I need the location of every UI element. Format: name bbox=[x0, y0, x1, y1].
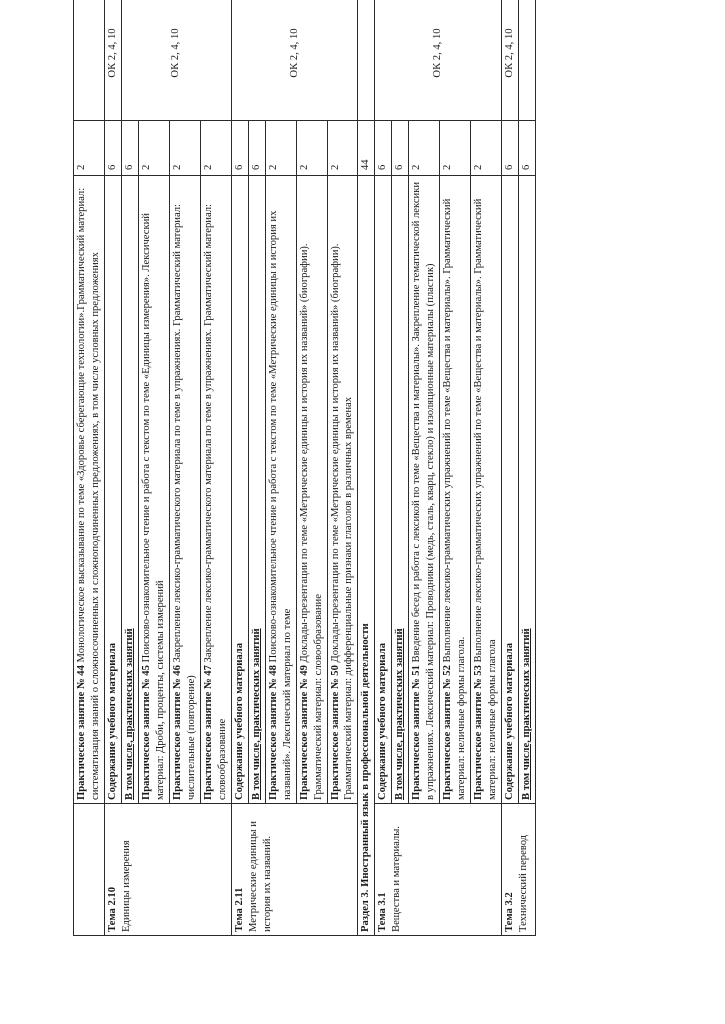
hours-cell: 6 bbox=[519, 121, 536, 176]
section-label: В том числе, практических занятий bbox=[521, 628, 533, 800]
competence-cell: ОК 2, 4, 10 bbox=[104, 0, 121, 121]
content-cell bbox=[327, 176, 358, 804]
lesson-number: Практическое занятие № 50 bbox=[329, 665, 341, 800]
theme-cell bbox=[375, 804, 502, 936]
content-cell bbox=[296, 176, 327, 804]
hours-cell: 6 bbox=[375, 121, 392, 176]
theme-number: Тема 2.11 bbox=[233, 887, 245, 932]
lesson-number: Практическое занятие № 48 bbox=[267, 665, 279, 800]
content-cell bbox=[375, 176, 392, 804]
content-cell bbox=[265, 176, 296, 804]
hours-cell: 2 bbox=[169, 121, 200, 176]
lesson-text: Введение бесед и работа с лексикой по теме «Вещества и материалы». Закрепление тематической лексики в упражнениях. Лексический материал: Проводники (медь, сталь, кварц, стекло) и изоляционные материалы (пластик) bbox=[411, 181, 437, 800]
competence-cell bbox=[519, 0, 536, 121]
table-row bbox=[375, 0, 392, 936]
content-cell bbox=[248, 176, 265, 804]
theme-name: Единицы измерения bbox=[120, 840, 132, 932]
content-cell bbox=[440, 176, 471, 804]
section-label: Содержание учебного материала bbox=[504, 643, 516, 800]
theme-number: Тема 3.1 bbox=[377, 892, 389, 932]
content-cell bbox=[169, 176, 200, 804]
section-label: Содержание учебного материала bbox=[233, 643, 245, 800]
content-cell bbox=[502, 176, 519, 804]
lesson-number: Практическое занятие № 51 bbox=[411, 665, 423, 800]
hours-cell: 6 bbox=[121, 121, 138, 176]
table-row bbox=[121, 0, 138, 936]
table-row bbox=[248, 0, 265, 936]
hours-cell: 2 bbox=[74, 121, 105, 176]
content-cell bbox=[74, 176, 105, 804]
competence-cell: ОК 2, 4, 10 bbox=[231, 0, 358, 121]
lesson-text: Доклады-презентации по теме «Метрические единицы и история их названий» (биографии). Грамматический материал: дифференциальные признаки глаголов в различных временах bbox=[329, 243, 355, 800]
table-row bbox=[200, 0, 231, 936]
content-cell bbox=[231, 176, 248, 804]
hours-cell: 6 bbox=[231, 121, 248, 176]
theme-cell bbox=[231, 804, 358, 936]
section-label: Содержание учебного материала bbox=[377, 643, 389, 800]
content-cell bbox=[200, 176, 231, 804]
section-heading-cell bbox=[358, 176, 375, 936]
theme-name: Технический перевод bbox=[518, 834, 530, 932]
table-row bbox=[296, 0, 327, 936]
lesson-text: Выполнение лексико-грамматических упражнений по теме «Вещества и материалы». Грамматический материал: неличные формы глагола. bbox=[442, 198, 468, 800]
section-heading: Раздел 3. Иностранный язык в профессиональной деятельности bbox=[360, 623, 372, 932]
table-row bbox=[327, 0, 358, 936]
hours-cell: 2 bbox=[296, 121, 327, 176]
hours-cell: 6 bbox=[392, 121, 409, 176]
content-cell bbox=[392, 176, 409, 804]
table-row bbox=[138, 0, 169, 936]
hours-cell: 2 bbox=[200, 121, 231, 176]
hours-cell: 2 bbox=[327, 121, 358, 176]
table-row bbox=[440, 0, 471, 936]
hours-cell: 6 bbox=[502, 121, 519, 176]
competence-cell bbox=[358, 0, 375, 121]
table-row bbox=[392, 0, 409, 936]
lesson-number: Практическое занятие № 53 bbox=[473, 665, 485, 800]
table-row bbox=[74, 0, 105, 936]
competence-cell: ОК 2, 4, 10 bbox=[502, 0, 519, 121]
table-row bbox=[409, 0, 440, 936]
curriculum-table bbox=[73, 0, 536, 936]
lesson-text: Доклады-презентации по теме «Метрические единицы и история их названий» (биографии). Грамматический материал: словообразование bbox=[298, 243, 324, 800]
theme-number: Тема 3.2 bbox=[504, 892, 516, 932]
table-row bbox=[169, 0, 200, 936]
theme-cell bbox=[502, 804, 536, 936]
hours-cell: 2 bbox=[471, 121, 502, 176]
hours-cell: 2 bbox=[138, 121, 169, 176]
theme-cell bbox=[104, 804, 231, 936]
table-row bbox=[471, 0, 502, 936]
lesson-text: Закрепление лексико-грамматического материала по теме в упражнениях. Грамматический материал: словообразование bbox=[202, 204, 228, 800]
hours-cell: 2 bbox=[265, 121, 296, 176]
section-label: В том числе, практических занятий bbox=[250, 628, 262, 800]
hours-cell: 2 bbox=[440, 121, 471, 176]
table-row bbox=[265, 0, 296, 936]
lesson-number: Практическое занятие № 46 bbox=[171, 665, 183, 800]
section-label: Содержание учебного материала bbox=[106, 643, 118, 800]
lesson-text: Поисково-ознакомительное чтение и работа с текстом по теме «Метрические единицы и история их названий». Лексический материал по теме bbox=[267, 210, 293, 800]
content-cell bbox=[104, 176, 121, 804]
hours-cell: 2 bbox=[409, 121, 440, 176]
table-row bbox=[519, 0, 536, 936]
theme-cell bbox=[74, 804, 105, 936]
lesson-number: Практическое занятие № 52 bbox=[442, 665, 454, 800]
table-row bbox=[358, 0, 375, 936]
section-label: В том числе, практических занятий bbox=[123, 628, 135, 800]
competence-cell bbox=[74, 0, 105, 121]
theme-number: Тема 2.10 bbox=[106, 887, 118, 932]
content-cell bbox=[121, 176, 138, 804]
section-label: В том числе, практических занятий bbox=[394, 628, 406, 800]
competence-cell: ОК 2, 4, 10 bbox=[121, 0, 231, 121]
table-row bbox=[231, 0, 248, 936]
lesson-number: Практическое занятие № 47 bbox=[202, 665, 214, 800]
table-row bbox=[502, 0, 519, 936]
lesson-number: Практическое занятие № 44 bbox=[76, 665, 87, 800]
lesson-text: Поисково-ознакомительное чтение и работа с текстом по теме «Единицы измерения». Лексический материал: Дроби, проценты, системы измерений bbox=[140, 213, 166, 800]
content-cell bbox=[519, 176, 536, 804]
lesson-text: Монологическое высказывание по теме «Здоровье сберегающие технологии».Грамматический материал: систематизация знаний о сложносочиненных и сложноподчиненных предложениях, в том числе условных предложениях bbox=[76, 187, 101, 800]
hours-cell: 6 bbox=[104, 121, 121, 176]
hours-cell: 6 bbox=[248, 121, 265, 176]
competence-cell: ОК 2, 4, 10 bbox=[375, 0, 502, 121]
lesson-text: Закрепление лексико-грамматического материала по теме в упражнениях. Грамматический материал: числительные (повторение) bbox=[171, 204, 197, 800]
content-cell bbox=[471, 176, 502, 804]
content-cell bbox=[138, 176, 169, 804]
hours-cell: 44 bbox=[358, 121, 375, 176]
lesson-number: Практическое занятие № 49 bbox=[298, 665, 310, 800]
theme-name: Вещества и материалы. bbox=[391, 826, 403, 932]
lesson-number: Практическое занятие № 45 bbox=[140, 665, 152, 800]
content-cell bbox=[409, 176, 440, 804]
table-row bbox=[104, 0, 121, 936]
theme-name: Метрические единицы и история их названий. bbox=[247, 821, 273, 932]
lesson-text: Выполнение лексико-грамматических упражнений по теме «Вещества и материалы». Грамматический материал: неличные формы глагола bbox=[473, 198, 499, 800]
